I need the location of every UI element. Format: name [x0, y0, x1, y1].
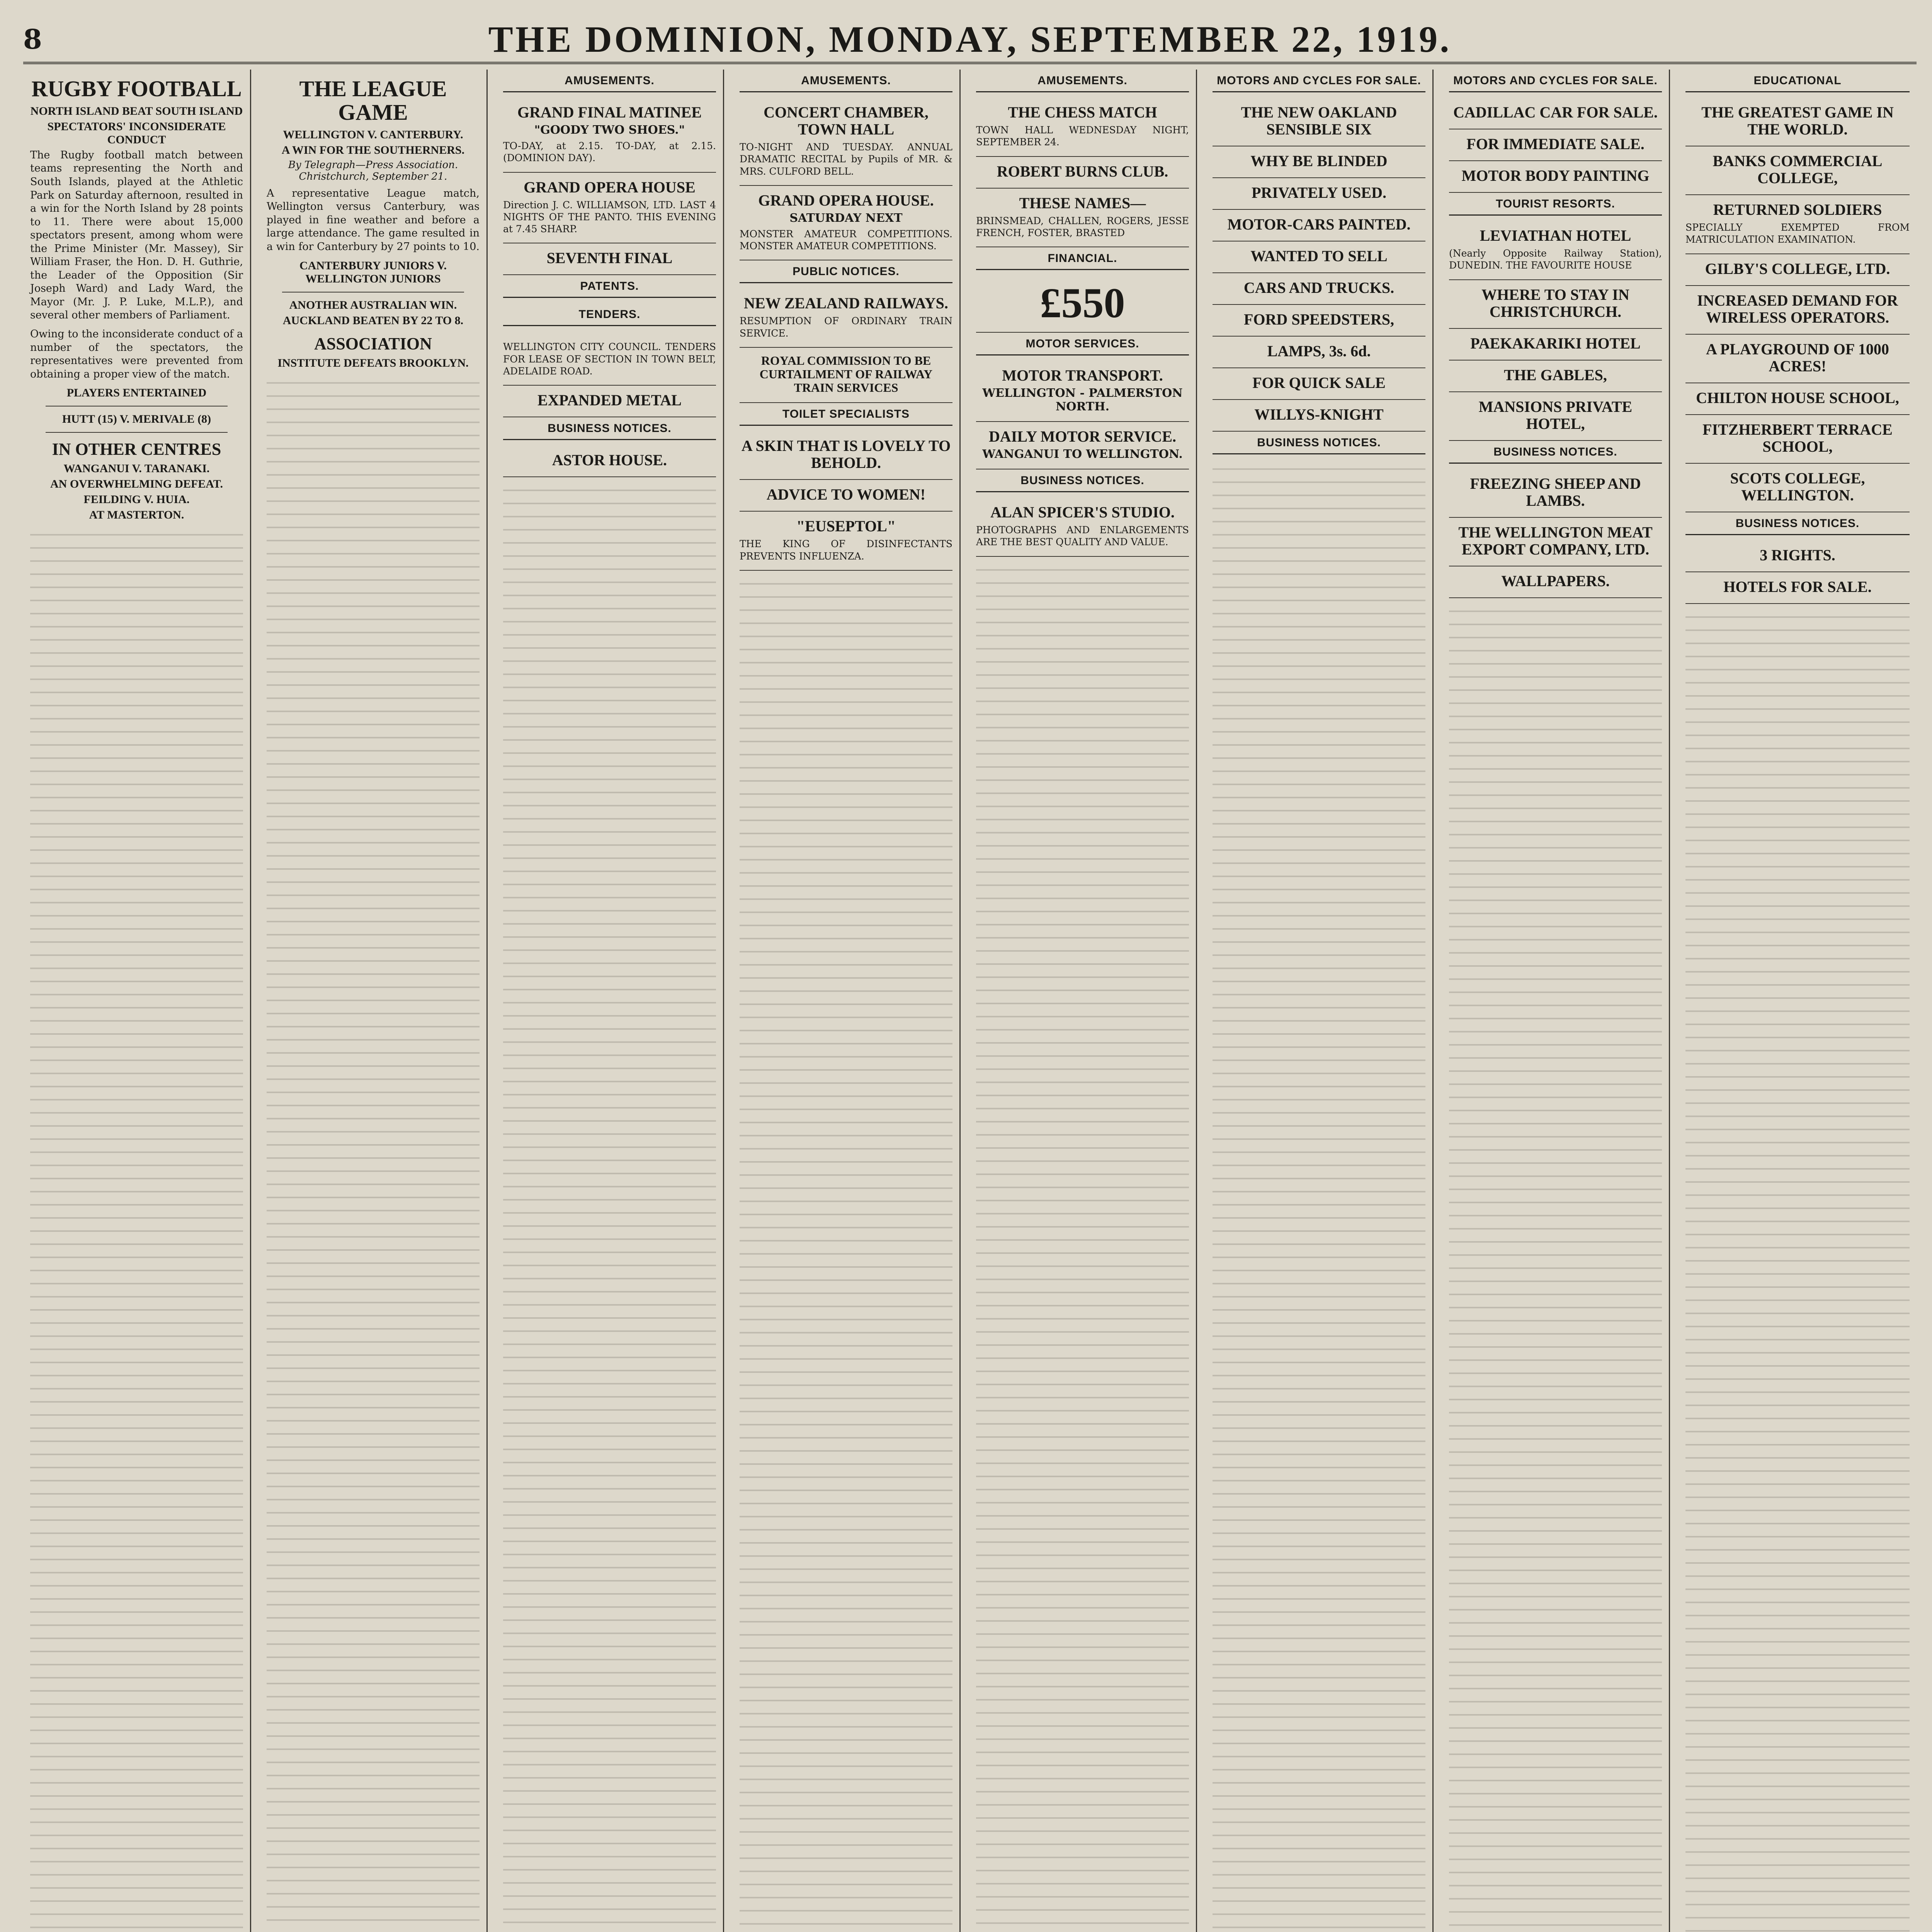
ad-title: GILBY'S COLLEGE, LTD. [1705, 260, 1890, 277]
newspaper-title: THE DOMINION, MONDAY, SEPTEMBER 22, 1919. [488, 19, 1452, 60]
ad-title: CONCERT CHAMBER, TOWN HALL [764, 104, 929, 138]
ad-text-block [1213, 460, 1425, 1932]
ad-title: ALAN SPICER'S STUDIO. [990, 503, 1175, 521]
ad-title: FITZHERBERT TERRACE SCHOOL, [1702, 420, 1893, 455]
ad-concert-chamber [740, 98, 952, 186]
ad-text: RESUMPTION OF ORDINARY TRAIN SERVICE. [740, 315, 952, 339]
columns [23, 70, 1917, 1932]
ad-text: WELLINGTON CITY COUNCIL. TENDERS FOR LEASE OF SECTION IN TOWN BELT, ADELAIDE ROAD. [503, 341, 716, 377]
ad-text: THE KING OF DISINFECTANTS PREVENTS INFLUENZA. [740, 538, 952, 562]
ad-cadillac [1449, 98, 1662, 129]
ad-title: SCOTS COLLEGE, WELLINGTON. [1730, 469, 1865, 504]
column-header: MOTORS AND CYCLES FOR SALE. [1449, 70, 1662, 92]
section-business: BUSINESS NOTICES. [1685, 512, 1910, 535]
ad-playground [1685, 335, 1910, 383]
ad-willys-knight [1213, 400, 1425, 432]
ad-investors [976, 276, 1189, 333]
ad-burns-club [976, 157, 1189, 189]
ad-ford-speedsters [1213, 305, 1425, 337]
ad-title: FREEZING SHEEP AND LAMBS. [1470, 474, 1641, 509]
ad-gilbys [1685, 254, 1910, 286]
ad-quick-sale [1213, 368, 1425, 400]
ad-banks-college [1685, 146, 1910, 195]
ad-expanded-metal [503, 386, 716, 417]
ad-text: BRINSMEAD, CHALLEN, ROGERS, JESSE FRENCH, FOSTER, BRASTED [976, 215, 1189, 238]
ad-tender [503, 332, 716, 386]
column-7-resorts [1442, 70, 1670, 1932]
ad-text-block [1449, 602, 1662, 1932]
page-number: 8 [23, 23, 42, 55]
ad-cars-painted [1213, 210, 1425, 242]
ad-seventh-final [503, 243, 716, 275]
ad-three-rights [1685, 541, 1910, 572]
ad-advice-women [740, 480, 952, 512]
ad-title: EXPANDED METAL [537, 391, 682, 409]
section-australian-win: ANOTHER AUSTRALIAN WIN. [289, 298, 457, 311]
article-paragraph: Owing to the inconsiderate conduct of a number of the spectators, the representatives were prevented from obtaining a proper view of the match. [30, 328, 243, 380]
ad-text: Direction J. C. WILLIAMSON, LTD. LAST 4 NIGHTS OF THE PANTO. THIS EVENING at 7.45 SHARP. [503, 199, 716, 235]
ad-lamps [1213, 337, 1425, 368]
ad-railways [740, 289, 952, 348]
masthead [23, 15, 1917, 64]
article-text-block [30, 526, 243, 1932]
ad-title: RETURNED SOLDIERS [1713, 201, 1882, 218]
ad-text: TO-DAY, at 2.15. TO-DAY, at 2.15. (DOMINION DAY). [503, 140, 716, 164]
ad-title: ADVICE TO WOMEN! [766, 486, 926, 503]
ad-title: FORD SPEEDSTERS, [1244, 311, 1394, 328]
ad-fitzherbert [1685, 415, 1910, 464]
section-auckland-beaten: AUCKLAND BEATEN BY 22 TO 8. [282, 314, 464, 327]
article-text-block [267, 374, 480, 1932]
section-wanganui: WANGANUI V. TARANAKI. [63, 462, 210, 475]
ad-text-block [740, 575, 952, 1932]
section-defeat: AN OVERWHELMING DEFEAT. [50, 478, 223, 491]
ad-meat-export [1449, 518, 1662, 566]
ad-christchurch [1449, 280, 1662, 329]
ad-text-block [976, 561, 1189, 1932]
ad-title: PRIVATELY USED. [1251, 184, 1386, 201]
section-financial: FINANCIAL. [976, 247, 1189, 270]
newspaper-page [23, 15, 1917, 1932]
ad-mansions [1449, 392, 1662, 441]
divider [46, 432, 228, 433]
ad-title: PAEKAKARIKI HOTEL [1470, 334, 1641, 352]
ad-title: ROBERT BURNS CLUB. [997, 162, 1168, 180]
ad-greatest-game [1685, 98, 1910, 146]
column-3-amusements [496, 70, 724, 1932]
column-header: AMUSEMENTS. [503, 70, 716, 92]
subhead-spectators: SPECTATORS' INCONSIDERATE CONDUCT [47, 120, 226, 146]
subhead-win: A WIN FOR THE SOUTHERNERS. [281, 143, 465, 156]
ad-leviathan [1449, 221, 1662, 280]
ad-title: THE GABLES, [1504, 366, 1607, 384]
ad-skin [740, 431, 952, 480]
ad-title: WALLPAPERS. [1501, 572, 1610, 590]
ad-title: "EUSEPTOL" [796, 517, 896, 535]
ad-title: LAMPS, 3s. 6d. [1267, 342, 1371, 360]
ad-motor-transport [976, 361, 1189, 422]
ad-title: GRAND FINAL MATINEE [517, 104, 702, 121]
ad-title: A SKIN THAT IS LOVELY TO BEHOLD. [741, 437, 951, 472]
ad-oakland [1213, 98, 1425, 146]
ad-title: DAILY MOTOR SERVICE. [989, 428, 1176, 445]
ad-subtitle: WANGANUI TO WELLINGTON. [982, 447, 1183, 461]
ad-title: GRAND OPERA HOUSE [524, 178, 696, 196]
ad-title: THE NEW OAKLAND SENSIBLE SIX [1241, 104, 1397, 138]
column-8-educational [1679, 70, 1917, 1932]
headline-league: THE LEAGUE GAME [299, 76, 447, 125]
ad-title: SEVENTH FINAL [546, 249, 673, 267]
ad-text: PHOTOGRAPHS AND ENLARGEMENTS ARE THE BEST QUALITY AND VALUE. [976, 524, 1189, 548]
ad-subtitle: WELLINGTON - PALMERSTON NORTH. [982, 386, 1183, 413]
section-business: BUSINESS NOTICES. [1449, 441, 1662, 464]
dateline: By Telegraph—Press Association. Christchurch, September 21. [288, 159, 458, 182]
ad-title: MOTOR-CARS PAINTED. [1227, 216, 1411, 233]
section-feilding: FEILDING V. HUIA. [83, 493, 190, 506]
column-header: AMUSEMENTS. [740, 70, 952, 92]
ad-title: 3 RIGHTS. [1760, 546, 1835, 564]
ad-title: MOTOR BODY PAINTING [1461, 167, 1650, 184]
section-patents: PATENTS. [503, 275, 716, 298]
section-tourist-resorts: TOURIST RESORTS. [1449, 193, 1662, 216]
ad-title: WHERE TO STAY IN CHRISTCHURCH. [1481, 286, 1629, 320]
ad-title: MOTOR TRANSPORT. [1002, 367, 1163, 384]
ad-title: CHILTON HOUSE SCHOOL, [1696, 389, 1899, 406]
ad-amount: £550 [1040, 279, 1125, 327]
ad-wallpapers [1449, 566, 1662, 598]
ad-astor-house [503, 446, 716, 477]
subhead-wellington-canterbury: WELLINGTON V. CANTERBURY. [283, 128, 463, 141]
ad-title: ROYAL COMMISSION TO BE CURTAILMENT OF RAILWAY TRAIN SERVICES [759, 353, 933, 395]
section-tenders: TENDERS. [503, 303, 716, 326]
ad-title: WHY BE BLINDED [1250, 152, 1388, 170]
ad-subtitle: SATURDAY NEXT [789, 211, 903, 225]
article-paragraph: A representative League match, Wellington versus Canterbury, was played in fine weather and before a large attendance. The game resulted in a win for Canterbury by 27 points to 10. [267, 187, 480, 253]
ad-title: A PLAYGROUND OF 1000 ACRES! [1706, 340, 1889, 375]
ad-royal-commission [740, 348, 952, 403]
ad-paekakariki [1449, 329, 1662, 361]
section-institute: INSTITUTE DEFEATS BROOKLYN. [277, 356, 469, 369]
ad-title: GRAND OPERA HOUSE. [758, 191, 934, 209]
ad-returned-soldiers [1685, 195, 1910, 254]
ad-immediate-sale [1449, 129, 1662, 161]
ad-title: HOTELS FOR SALE. [1723, 578, 1872, 595]
ad-text: TOWN HALL WEDNESDAY NIGHT, SEPTEMBER 24. [976, 124, 1189, 148]
ad-hotels-sale [1685, 572, 1910, 604]
column-5-notices [969, 70, 1197, 1932]
ad-text: MONSTER AMATEUR COMPETITIONS. MONSTER AMATEUR COMPETITIONS. [740, 228, 952, 252]
ad-wanted-to-sell [1213, 242, 1425, 273]
divider [282, 292, 464, 293]
ad-gables [1449, 361, 1662, 392]
ad-title: CARS AND TRUCKS. [1243, 279, 1395, 296]
section-hutt: HUTT (15) V. MERIVALE (8) [62, 413, 211, 426]
ad-subtitle: "GOODY TWO SHOES." [534, 123, 685, 137]
ad-grand-opera-house [740, 186, 952, 261]
section-juniors: CANTERBURY JUNIORS V. WELLINGTON JUNIORS [299, 259, 447, 285]
column-header: MOTORS AND CYCLES FOR SALE. [1213, 70, 1425, 92]
ad-studio [976, 498, 1189, 557]
ad-cars-trucks [1213, 273, 1425, 305]
column-6-motors [1206, 70, 1434, 1932]
article-paragraph: The Rugby football match between teams representing the North and South Islands, played at the Athletic Park on Saturday afternoon, resulted in a win for the North Island by 28 points to 11. There were about 15,000 spectators present, among whom were the Prime Minister (Mr. Massey), Sir William Fraser, the Hon. D. H. Guthrie, the Leader of the Opposition (Sir Joseph Ward) and Lady Ward, the Mayor (Mr. J. P. Luke, M.L.P.), and several other members of Parliament. [30, 149, 243, 321]
section-business: BUSINESS NOTICES. [503, 417, 716, 440]
ad-blinded [1213, 146, 1425, 178]
ad-title: WILLYS-KNIGHT [1254, 406, 1384, 423]
ad-title: FOR QUICK SALE [1252, 374, 1386, 391]
section-masterton: AT MASTERTON. [89, 509, 184, 522]
ad-grand-opera [503, 173, 716, 244]
ad-text: SPECIALLY EXEMPTED FROM MATRICULATION EXAMINATION. [1685, 222, 1910, 245]
ad-text: (Nearly Opposite Railway Station), DUNEDIN. THE FAVOURITE HOUSE [1449, 248, 1662, 271]
ad-freezing [1449, 469, 1662, 518]
section-toilet: TOILET SPECIALISTS [740, 403, 952, 426]
subhead-north-south: NORTH ISLAND BEAT SOUTH ISLAND [30, 104, 243, 117]
ad-goody-matinee [503, 98, 716, 173]
ad-title: THESE NAMES— [1019, 194, 1146, 212]
section-motor-services: MOTOR SERVICES. [976, 333, 1189, 355]
ad-title: INCREASED DEMAND FOR WIRELESS OPERATORS. [1697, 291, 1898, 326]
ad-town-hall [976, 98, 1189, 157]
ad-title: MANSIONS PRIVATE HOTEL, [1478, 398, 1633, 432]
ad-title: FOR IMMEDIATE SALE. [1466, 135, 1645, 153]
ad-text-block [1685, 608, 1910, 1932]
ad-title: BANKS COMMERCIAL COLLEGE, [1713, 152, 1883, 187]
ad-title: WANTED TO SELL [1250, 247, 1388, 265]
column-4-amusements [733, 70, 961, 1932]
ad-title: ASTOR HOUSE. [552, 451, 667, 469]
column-2-league [260, 70, 488, 1932]
ad-daily-motor [976, 422, 1189, 469]
ad-text: TO-NIGHT AND TUESDAY. ANNUAL DRAMATIC RECITAL by Pupils of MR. & MRS. CULFORD BELL. [740, 141, 952, 177]
section-business: BUSINESS NOTICES. [976, 469, 1189, 492]
headline-rugby: RUGBY FOOTBALL [31, 76, 242, 101]
ad-privately-used [1213, 178, 1425, 210]
column-1-sports [23, 70, 251, 1932]
section-players: PLAYERS ENTERTAINED [66, 386, 207, 400]
column-header: EDUCATIONAL [1685, 70, 1910, 92]
ad-body-painting [1449, 161, 1662, 193]
ad-wireless [1685, 286, 1910, 335]
column-header: AMUSEMENTS. [976, 70, 1189, 92]
section-association: ASSOCIATION [314, 334, 432, 353]
section-public-notices: PUBLIC NOTICES. [740, 260, 952, 283]
ad-chilton [1685, 383, 1910, 415]
ad-euseptol [740, 512, 952, 571]
ad-title: THE CHESS MATCH [1008, 104, 1157, 121]
section-other-centres: IN OTHER CENTRES [52, 440, 221, 459]
ad-scots [1685, 464, 1910, 512]
ad-title: CADILLAC CAR FOR SALE. [1453, 104, 1658, 121]
ad-title: THE WELLINGTON MEAT EXPORT COMPANY, LTD. [1458, 523, 1653, 558]
ad-title: NEW ZEALAND RAILWAYS. [744, 294, 948, 312]
section-business: BUSINESS NOTICES. [1213, 432, 1425, 454]
ad-pianos [976, 189, 1189, 248]
ad-title: LEVIATHAN HOTEL [1480, 227, 1631, 244]
ad-text-block [503, 481, 716, 1932]
ad-title: THE GREATEST GAME IN THE WORLD. [1701, 104, 1894, 138]
